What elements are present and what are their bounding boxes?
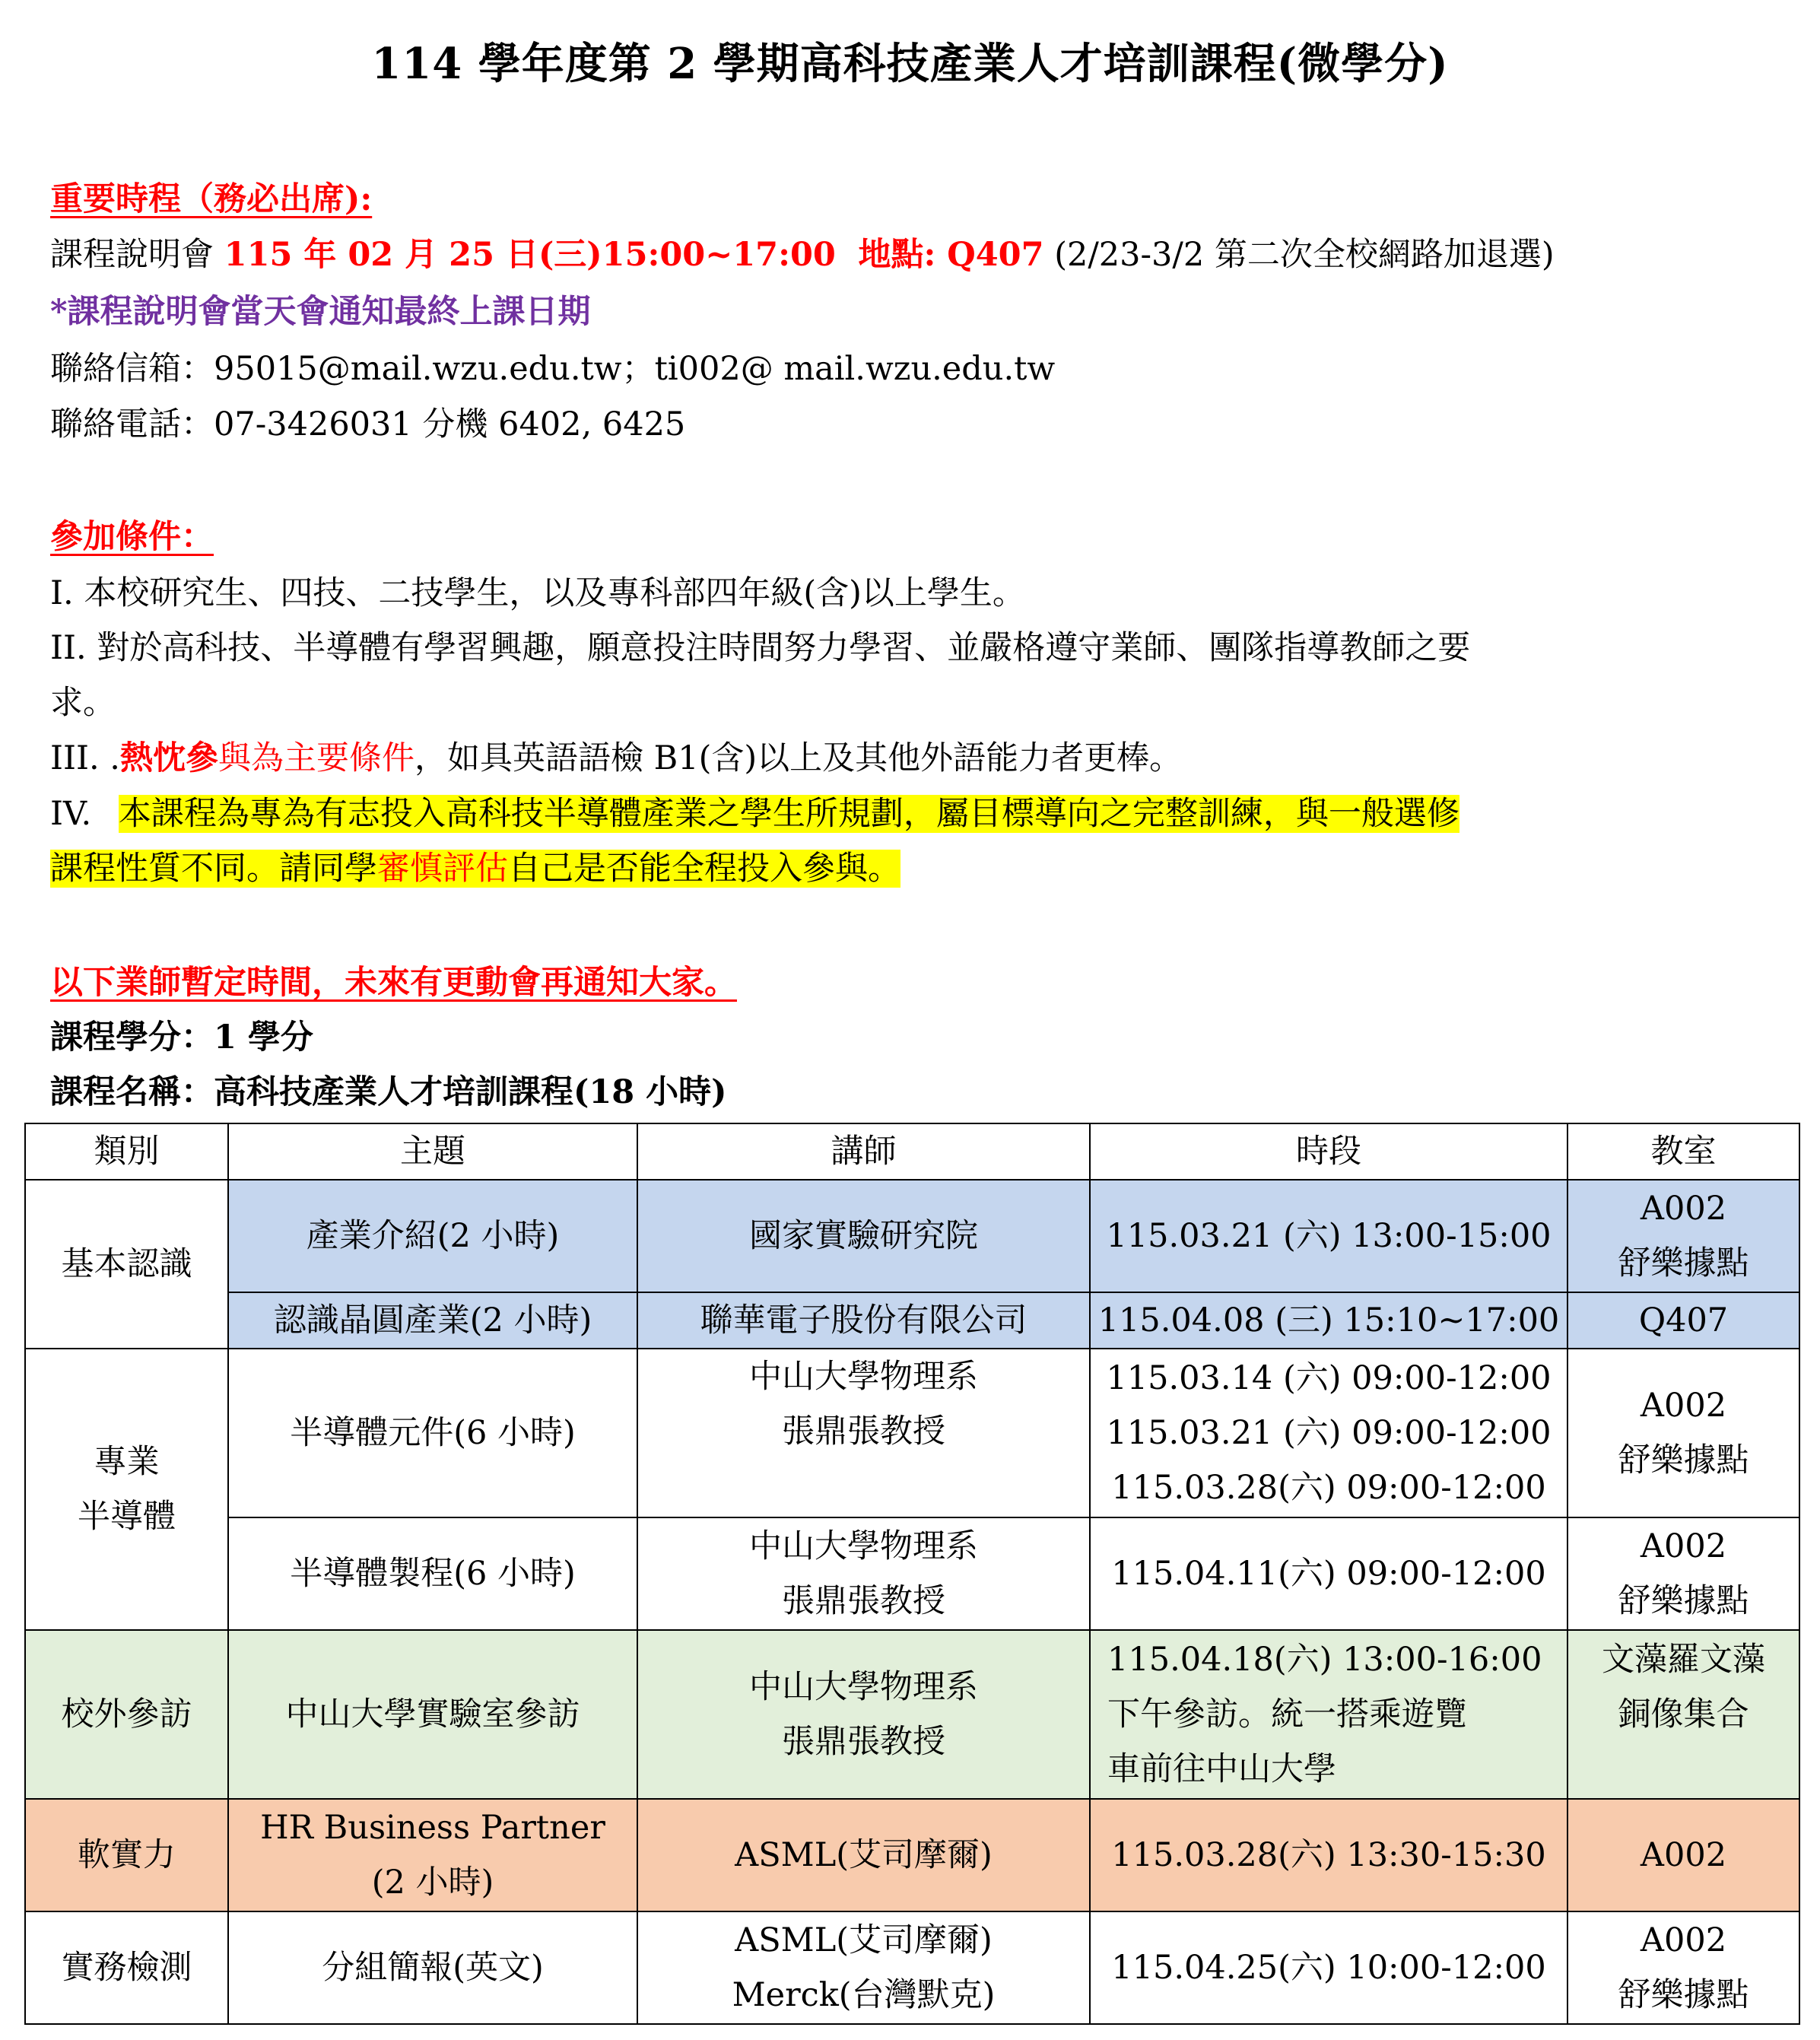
time-line: 車前往中山大學 [1107, 1750, 1336, 1788]
category-visit: 校外參訪 [25, 1630, 228, 1799]
category-pro [25, 1349, 228, 1630]
time-line: 115.03.28(六) 09:00-12:00 [1111, 1469, 1546, 1507]
topic-line: HR Business Partner [260, 1809, 605, 1847]
table-row [25, 1349, 1799, 1517]
schedule-heading [50, 176, 372, 222]
contact-email: 聯絡信箱：95015@mail.wzu.edu.tw；ti002@ mail.wzu.edu.tw [50, 350, 1056, 388]
time-cell [1090, 1349, 1567, 1517]
room-cell [1567, 1911, 1799, 2024]
lecturer-line: 中山大學物理系 [749, 1358, 978, 1396]
time-cell: 115.03.21 (六) 13:00-15:00 [1090, 1180, 1567, 1292]
condition-4-line2 [50, 850, 900, 888]
briefing-note: (2/23-3/2 第二次全校網路加退選) [1054, 236, 1555, 274]
briefing-line [50, 232, 1555, 278]
condition-4 [50, 791, 1459, 837]
briefing-notice: *課程說明會當天會通知最終上課日期 [50, 293, 591, 331]
room-cell [1567, 1349, 1799, 1517]
topic-cell: 產業介紹(2 小時) [228, 1180, 637, 1292]
briefing-label: 課程說明會 [50, 236, 214, 274]
topic-cell [228, 1799, 637, 1911]
room-line: 舒樂據點 [1618, 1441, 1749, 1479]
room-cell: A002 [1567, 1799, 1799, 1911]
topic-cell: 半導體製程(6 小時) [228, 1517, 637, 1630]
lecturer-line: ASML(艾司摩爾) [735, 1921, 993, 1959]
lecturer-cell: 聯華電子股份有限公司 [637, 1292, 1090, 1349]
table-row [25, 1292, 1799, 1349]
room-line: A002 [1640, 1527, 1727, 1565]
condition-4-cont [50, 846, 900, 891]
room-line: 舒樂據點 [1618, 1244, 1749, 1282]
topic-line: (2 小時) [371, 1864, 494, 1902]
course-table [24, 1123, 1800, 2025]
room-cell: Q407 [1567, 1292, 1799, 1349]
briefing-time: 115 年 02 月 25 日(三)15:00~17:00 [224, 236, 836, 274]
condition-4-prefix: IV. [50, 795, 92, 833]
page-title: 114 學年度第 2 學期高科技產業人才培訓課程(微學分) [371, 39, 1449, 89]
table-row [25, 1630, 1799, 1799]
header-lecturer: 講師 [637, 1123, 1090, 1180]
header-category: 類別 [25, 1123, 228, 1180]
lecturer-line: 中山大學物理系 [749, 1668, 978, 1706]
room-cell [1567, 1180, 1799, 1292]
condition-3-prefix: III. . [50, 739, 120, 777]
table-row [25, 1911, 1799, 2024]
time-cell: 115.04.08 (三) 15:10~17:00 [1090, 1292, 1567, 1349]
condition-3 [50, 736, 1182, 781]
lecturer-line: 中山大學物理系 [749, 1527, 978, 1565]
time-cell: 115.04.25(六) 10:00-12:00 [1090, 1911, 1567, 2024]
condition-4-line2-red: 審慎評估 [377, 850, 508, 888]
condition-4-line2b: 自己是否能全程投入參與。 [508, 850, 900, 888]
room-line: A002 [1640, 1190, 1727, 1228]
course-name: 課程名稱：高科技產業人才培訓課程(18 小時) [50, 1073, 727, 1111]
condition-4-line1: 本課程為專為有志投入高科技半導體產業之學生所規劃，屬目標導向之完整訓練，與一般選修 [118, 795, 1459, 833]
condition-1: I. 本校研究生、四技、二技學生，以及專科部四年級(含)以上學生。 [50, 574, 1025, 612]
course-credits: 課程學分：1 學分 [50, 1018, 313, 1057]
table-row [25, 1799, 1799, 1911]
lecturer-cell [637, 1349, 1090, 1517]
table-header-row [25, 1123, 1799, 1180]
condition-4-line2a: 課程性質不同。請同學 [50, 850, 377, 888]
topic-cell: 認識晶圓產業(2 小時) [228, 1292, 637, 1349]
header-topic: 主題 [228, 1123, 637, 1180]
topic-cell: 中山大學實驗室參訪 [228, 1630, 637, 1799]
lecturer-line: 張鼎張教授 [782, 1412, 945, 1451]
tentative-notice [50, 960, 737, 1006]
time-cell: 115.03.28(六) 13:30-15:30 [1090, 1799, 1567, 1911]
category-line: 半導體 [78, 1498, 176, 1536]
room-line: 銅像集合 [1618, 1695, 1749, 1733]
table-row [25, 1180, 1799, 1292]
room-line: 舒樂據點 [1618, 1582, 1749, 1620]
contact-phone: 聯絡電話：07-3426031 分機 6402, 6425 [50, 405, 686, 443]
room-cell [1567, 1630, 1799, 1799]
condition-2: II. 對於高科技、半導體有學習興趣，願意投注時間努力學習、並嚴格遵守業師、團隊指導教師之要 [50, 629, 1471, 667]
header-room: 教室 [1567, 1123, 1799, 1180]
time-cell [1090, 1630, 1567, 1799]
time-line: 115.04.18(六) 13:00-16:00 [1107, 1641, 1542, 1679]
room-line: A002 [1640, 1921, 1727, 1959]
lecturer-cell [637, 1517, 1090, 1630]
condition-3-rest: ，如具英語語檢 B1(含)以上及其他外語能力者更棒。 [414, 739, 1183, 777]
lecturer-line: Merck(台灣默克) [732, 1976, 996, 2014]
category-practice: 實務檢測 [25, 1911, 228, 2024]
room-line: 舒樂據點 [1618, 1976, 1749, 2014]
lecturer-cell: 國家實驗研究院 [637, 1180, 1090, 1292]
room-cell [1567, 1517, 1799, 1630]
topic-cell: 半導體元件(6 小時) [228, 1349, 637, 1517]
topic-cell: 分組簡報(英文) [228, 1911, 637, 2024]
lecturer-line: 張鼎張教授 [782, 1723, 945, 1761]
conditions-heading-text: 參加條件： [50, 518, 214, 556]
time-cell: 115.04.11(六) 09:00-12:00 [1090, 1517, 1567, 1630]
room-line: 文藻羅文藻 [1602, 1641, 1765, 1679]
category-line: 專業 [94, 1443, 160, 1481]
condition-3-red: 與為主要條件 [218, 739, 415, 777]
condition-3-bold: 熱忱參 [119, 739, 218, 777]
tentative-notice-text: 以下業師暫定時間，未來有更動會再通知大家。 [50, 964, 737, 1002]
time-line: 下午參訪。統一搭乘遊覽 [1107, 1695, 1467, 1733]
category-basic: 基本認識 [25, 1180, 228, 1349]
lecturer-cell [637, 1630, 1090, 1799]
lecturer-cell [637, 1911, 1090, 2024]
briefing-location: 地點: Q407 [858, 236, 1044, 274]
conditions-heading [50, 514, 214, 560]
schedule-heading-text: 重要時程（務必出席): [50, 180, 373, 218]
time-line: 115.03.21 (六) 09:00-12:00 [1106, 1414, 1552, 1452]
lecturer-cell: ASML(艾司摩爾) [637, 1799, 1090, 1911]
condition-2-cont: 求。 [50, 684, 116, 722]
room-line: A002 [1640, 1387, 1727, 1425]
category-soft: 軟實力 [25, 1799, 228, 1911]
header-time: 時段 [1090, 1123, 1567, 1180]
lecturer-line: 張鼎張教授 [782, 1582, 945, 1620]
table-row [25, 1517, 1799, 1630]
time-line: 115.03.14 (六) 09:00-12:00 [1106, 1359, 1552, 1397]
